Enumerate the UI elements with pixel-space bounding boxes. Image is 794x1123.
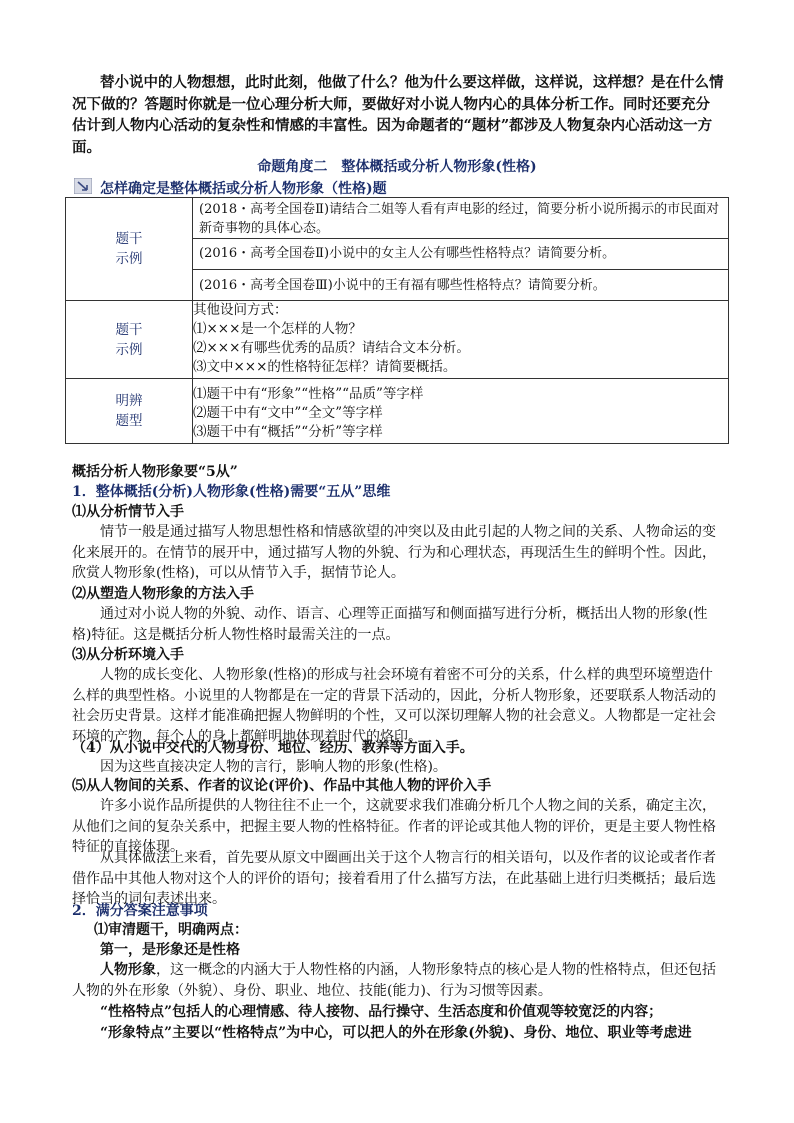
p1-title: ⑴从分析情节入手	[72, 504, 184, 520]
row3-content	[193, 379, 729, 444]
row2-label: 题干示例	[66, 301, 193, 379]
intro-paragraph: 替小说中的人物想想，此时此刻，他做了什么？他为什么要这样做，这样说，这样想？是在什么情况下做的？答题时你就是一位心理分析大师，要做好对小说人物内心的具体分析工作。同时还要充分估计到人物内心活动的复杂性和情感的丰富性。因为命题者的“题材”都涉及人物复杂内心活动这一方面。	[72, 74, 724, 156]
question-type-table	[65, 197, 729, 444]
table-heading	[74, 178, 724, 198]
row3-line: ⑵题干中有“文中”“全文”等字样	[193, 405, 383, 421]
row1-items	[193, 198, 729, 301]
row2-line: ⑴×××是一个怎样的人物？	[193, 321, 362, 337]
p4-text: 因为这些直接决定人物的言行，影响人物的形象(性格)。	[100, 759, 447, 775]
s2-text-3: “形象特点”主要以“性格特点”为中心，可以把人的外在形象(外貌)、身份、地位、职业等考虑进	[100, 1025, 692, 1041]
s2-sub: ⑴审清题干，明确两点：	[94, 922, 248, 938]
s2-title: 2．满分答案注意事项	[72, 903, 208, 919]
row3-label: 明辨题型	[66, 379, 193, 444]
row1-label: 题干示例	[66, 198, 193, 301]
row2-content	[193, 301, 729, 379]
p5-text-2: 从具体做法上来看，首先要从原文中圈画出关于这个人物言行的相关语句，以及作者的议论或者作者借作品中其他人物对这个人的评价的语句；接着看用了什么描写方法，在此基础上进行归类概括；最后选择恰当的词句表述出来。	[72, 850, 716, 907]
table-row	[66, 198, 729, 301]
p5-title: ⑸从人物间的关系、作者的议论(评价)、作品中其他人物的评价入手	[72, 778, 492, 794]
row2-line: 其他设问方式：	[193, 302, 288, 318]
p1-text: 情节一般是通过描写人物思想性格和情感欲望的冲突以及由此引起的人物之间的关系、人物命运的变化来展开的。在情节的展开中，通过描写人物的外貌、行为和心理状态，再现活生生的鲜明个性。因此，欣赏人物形象(性格)，可以从情节入手，据情节论人。	[72, 524, 716, 581]
p2-text: 通过对小说人物的外貌、动作、语言、心理等正面描写和侧面描写进行分析，概括出人物的形象(性格)特征。这是概括分析人物性格时最需关注的一点。	[72, 606, 708, 643]
p2-title: ⑵从塑造人物形象的方法入手	[72, 586, 254, 602]
table-row	[66, 379, 729, 444]
row2-line: ⑶文中×××的性格特征怎样？请简要概括。	[193, 359, 457, 375]
row3-line: ⑴题干中有“形象”“性格”“品质”等字样	[193, 386, 424, 402]
row1-item: (2016・高考全国卷Ⅲ)小说中的王有福有哪些性格特点？请简要分析。	[199, 278, 606, 293]
s1-title: 1．整体概括(分析)人物形象(性格)需要“五从”思维	[72, 484, 391, 500]
s2-text-1: 人物形象，这一概念的内涵大于人物性格的内涵，人物形象特点的核心是人物的性格特点，但还包括人物的外在形象（外貌）、身份、职业、地位、技能(能力)、行为习惯等因素。	[72, 962, 716, 999]
p3-text: 人物的成长变化、人物形象(性格)的形成与社会环境有着密不可分的关系，什么样的典型环境塑造什么样的典型性格。小说里的人物都是在一定的背景下活动的，因此，分析人物形象，还要联系人物活动的社会历史背景。这样才能准确把握人物鲜明的个性，又可以深切理解人物的社会意义。人物都是一定社会环境的产物，每个人的身上都鲜明地体现着时代的烙印。	[72, 667, 716, 745]
row1-item: (2018・高考全国卷Ⅱ)请结合二姐等人看有声电影的经过，简要分析小说所揭示的市民面对新奇事物的具体心态。	[193, 198, 728, 239]
s2-first: 第一，是形象还是性格	[100, 942, 240, 958]
angle-title: 命题角度二 整体概括或分析人物形象(性格)	[257, 159, 537, 175]
row2-line: ⑵×××有哪些优秀的品质？请结合文本分析。	[193, 340, 470, 356]
arrow-icon	[74, 178, 92, 194]
s-title: 概括分析人物形象要“5从”	[72, 464, 238, 480]
row1-item: (2016・高考全国卷Ⅱ)小说中的女主人公有哪些性格特点？请简要分析。	[193, 239, 728, 270]
p3-title: ⑶从分析环境入手	[72, 647, 184, 663]
p5-text-1: 许多小说作品所提供的人物往往不止一个，这就要求我们准确分析几个人物之间的关系，确定主次，从他们之间的复杂关系中，把握主要人物的性格特征。作者的评论或其他人物的评价，更是主要人物性格特征的直接体现。	[72, 798, 716, 855]
table-row	[66, 301, 729, 379]
row3-line: ⑶题干中有“概括”“分析”等字样	[193, 424, 383, 440]
table-heading-text: 怎样确定是整体概括或分析人物形象（性格)题	[100, 181, 387, 197]
s2-text-2: “性格特点”包括人的心理情感、待人接物、品行操守、生活态度和价值观等较宽泛的内容；	[100, 1004, 663, 1020]
p4-title: （4）从小说中交代的人物身份、地位、经历、教养等方面入手。	[72, 740, 474, 756]
